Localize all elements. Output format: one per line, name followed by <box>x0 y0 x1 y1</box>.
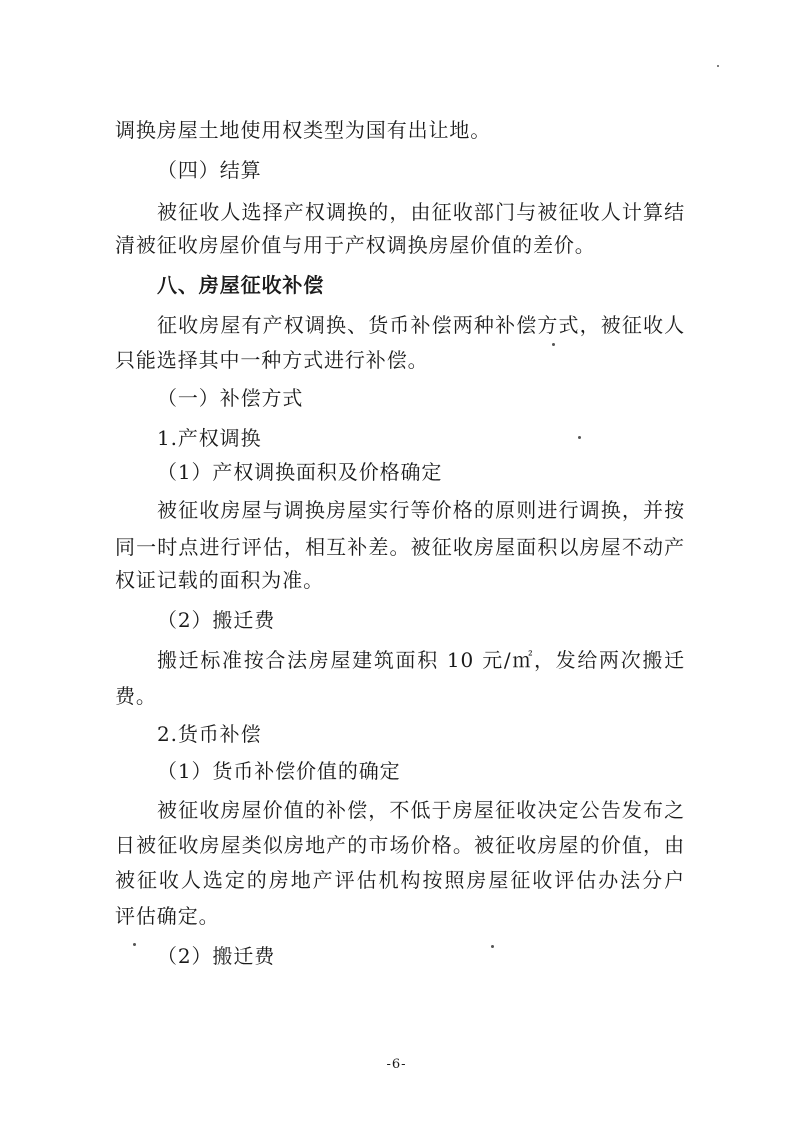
paragraph-line: 费。 <box>115 684 157 708</box>
page-number: -6- <box>386 1057 407 1072</box>
item-heading: （2）搬迁费 <box>157 608 276 632</box>
paragraph-line: 权证记载的面积为准。 <box>115 568 324 592</box>
section-heading: （一）补偿方式 <box>157 386 304 410</box>
paragraph-line: 同一时点进行评估，相互补差。被征收房屋面积以房屋不动产 <box>115 535 685 559</box>
subsection-heading: 2.货币补偿 <box>157 722 262 746</box>
item-heading: （2）搬迁费 <box>157 944 276 968</box>
section-heading: （四）结算 <box>157 158 262 182</box>
paragraph-line: 评估确定。 <box>115 904 220 928</box>
scan-speck <box>578 436 581 439</box>
paragraph-line: 清被征收房屋价值与用于产权调换房屋价值的差价。 <box>115 233 596 257</box>
paragraph-line: 被征收人选定的房地产评估机构按照房屋征收评估办法分户 <box>115 868 685 892</box>
item-heading: （1）产权调换面积及价格确定 <box>157 460 443 484</box>
paragraph-line: 搬迁标准按合法房屋建筑面积 10 元/㎡，发给两次搬迁 <box>157 648 685 672</box>
scan-speck <box>717 65 719 67</box>
paragraph-line: 征收房屋有产权调换、货币补偿两种补偿方式，被征收人 <box>157 313 685 337</box>
paragraph-line: 调换房屋土地使用权类型为国有出让地。 <box>115 118 492 142</box>
scan-speck <box>491 945 494 948</box>
scan-speck <box>133 943 136 946</box>
chapter-heading: 八、房屋征收补偿 <box>157 273 325 297</box>
paragraph-line: 只能选择其中一种方式进行补偿。 <box>115 348 429 372</box>
paragraph-line: 日被征收房屋类似房地产的市场价格。被征收房屋的价值，由 <box>115 833 685 857</box>
item-heading: （1）货币补偿价值的确定 <box>157 759 401 783</box>
paragraph-line: 被征收房屋价值的补偿，不低于房屋征收决定公告发布之 <box>157 798 685 822</box>
paragraph-line: 被征收房屋与调换房屋实行等价格的原则进行调换，并按 <box>157 498 685 522</box>
paragraph-line: 被征收人选择产权调换的，由征收部门与被征收人计算结 <box>157 200 685 224</box>
scan-speck <box>552 343 555 346</box>
subsection-heading: 1.产权调换 <box>157 426 262 450</box>
